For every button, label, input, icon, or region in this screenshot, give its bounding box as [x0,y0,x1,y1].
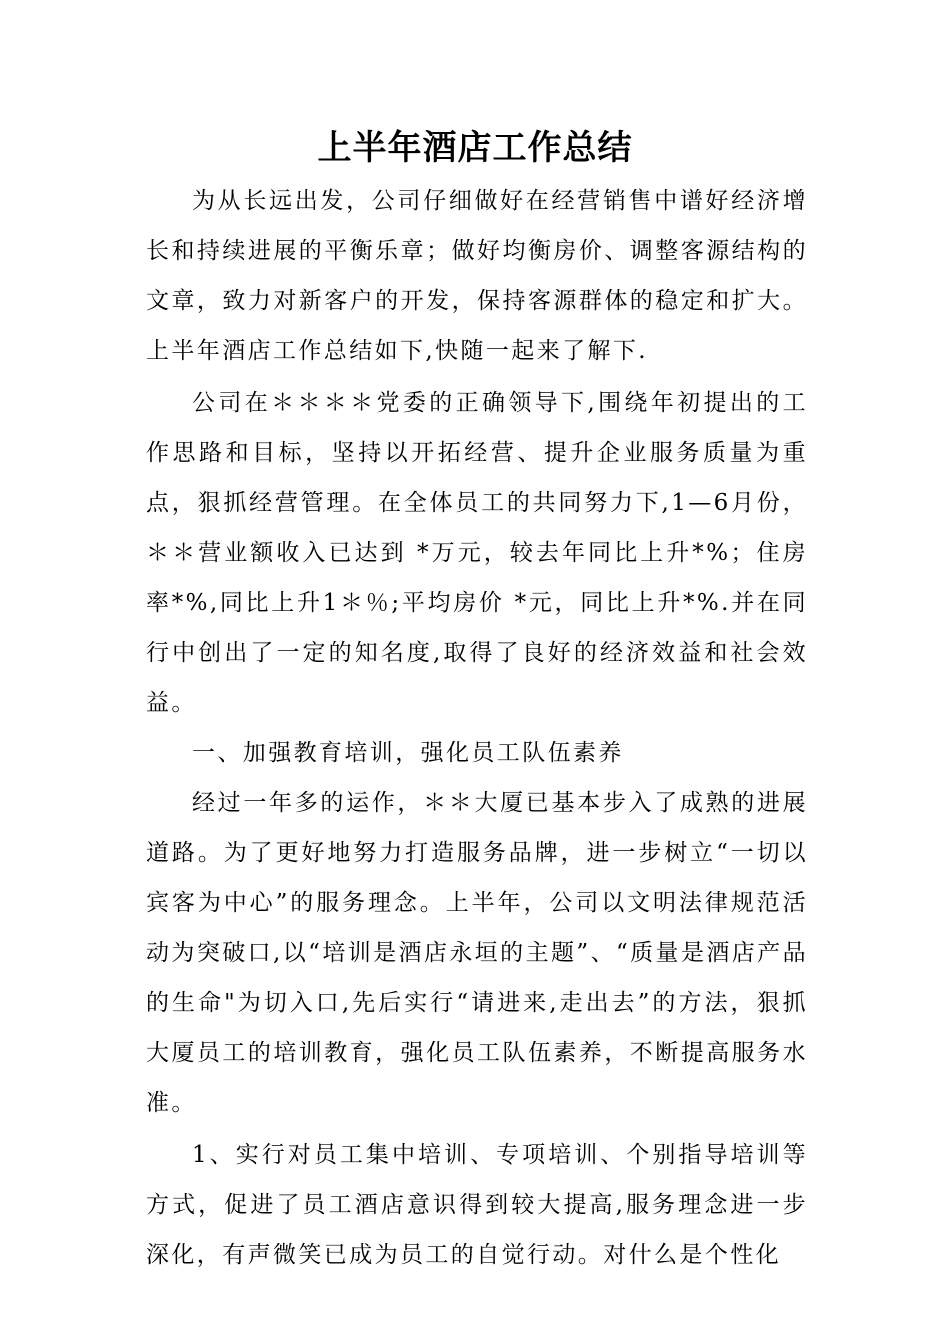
paragraph-training: 经过一年多的运作，＊＊大厦已基本步入了成熟的进展道路。为了更好地努力打造服务品牌，进一步树立“一切以宾客为中心”的服务理念。上半年，公司以文明法律规范活动为突破口,以“培训是酒店永垣的主题”、“质量是酒店产品的生命"为切入口,先后实行“请进来,走出去”的方法，狠抓大厦员工的培训教育，强化员工队伍素养，不断提高服务水准。 [146,790,808,1116]
paragraph-point-one: 1、实行对员工集中培训、专项培训、个别指导培训等方式，促进了员工酒店意识得到较大提高,服务理念进一步深化，有声微笑已成为员工的自觉行动。对什么是个性化 [146,1142,808,1268]
document-body [146,176,808,1280]
paragraph-overview: 公司在＊＊＊＊党委的正确领导下,围绕年初提出的工作思路和目标，坚持以开拓经营、提升企业服务质量为重点，狠抓经营管理。在全体员工的共同努力下,1—6月份，＊＊营业额收入已达到 *万元，较去年同比上升*%；住房率*%,同比上升1＊％;平均房价 *元，同比上升*%.并在同行中创出了一定的知名度,取得了良好的经济效益和社会效益。 [146,390,808,716]
document-title: 上半年酒店工作总结 [317,128,633,168]
section-heading-training: 一、加强教育培训，强化员工队伍素养 [192,740,624,766]
paragraph-intro: 为从长远出发，公司仔细做好在经营销售中谱好经济增长和持续进展的平衡乐章；做好均衡房价、调整客源结构的文章，致力对新客户的开发，保持客源群体的稳定和扩大。上半年酒店工作总结如下,快随一起来了解下. [146,188,808,364]
